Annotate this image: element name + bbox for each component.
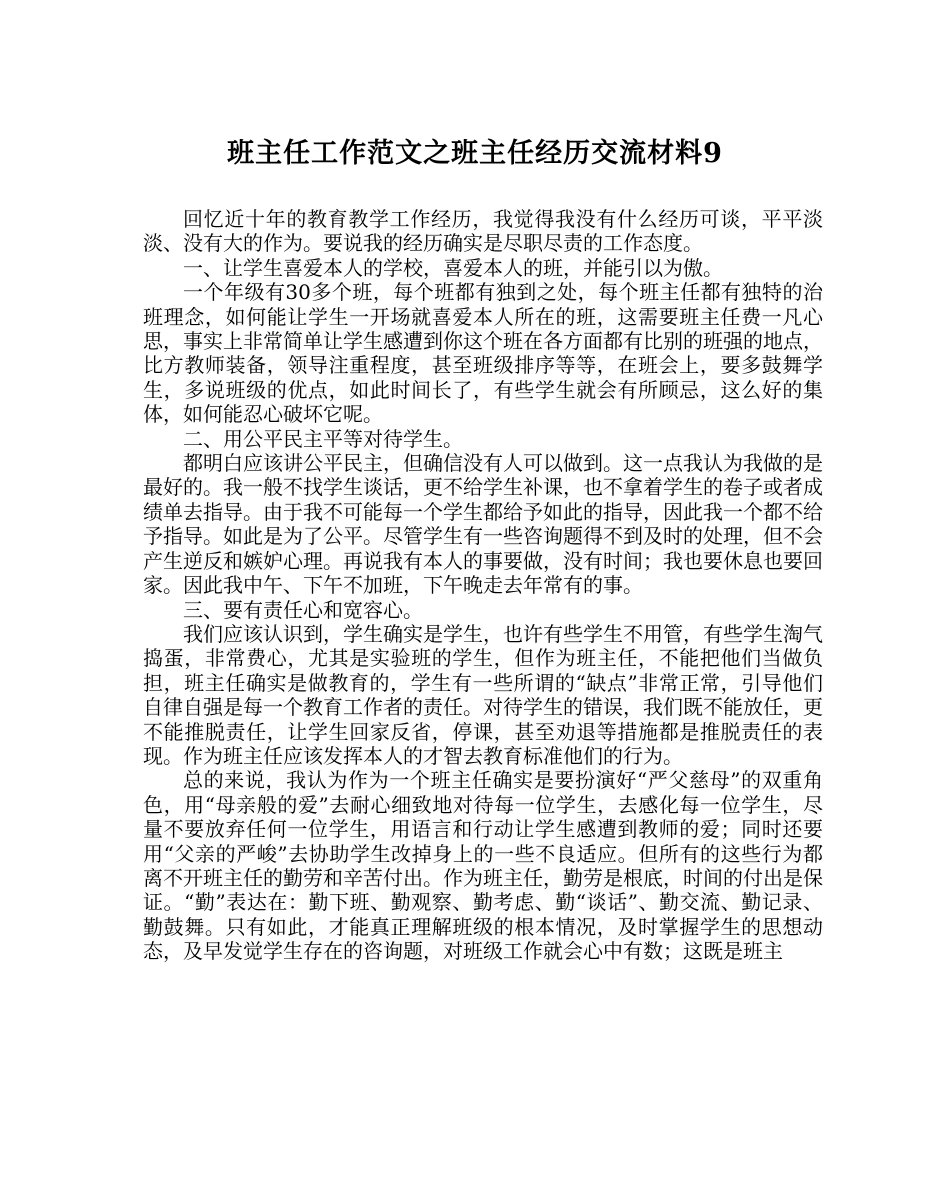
document-title: 班主任工作范文之班主任经历交流材料9	[227, 138, 723, 169]
paragraph-intro: 回忆近十年的教育教学工作经历，我觉得我没有什么经历可谈，平平淡淡、没有大的作为。要说我的经历确实是尽职尽责的工作态度。	[143, 207, 823, 256]
paragraph-section-1: 一个年级有30多个班，每个班都有独到之处，每个班主任都有独特的治班理念，如何能让学生一开场就喜爱本人所在的班，这需要班主任费一凡心思，事实上非常简单让学生感遭到你这个班在各方面都有比别的班强的地点，比方教师装备，领导注重程度，甚至班级排序等等，在班会上，要多鼓舞学生，多说班级的优点，如此时间长了，有些学生就会有所顾忌，这么好的集体，如何能忍心破坏它呢。	[143, 280, 823, 427]
paragraph-section-2: 都明白应该讲公平民主，但确信没有人可以做到。这一点我认为我做的是最好的。我一般不找学生谈话，更不给学生补课，也不拿着学生的卷子或者成绩单去指导。由于我不可能每一个学生都给予如此的指导，因此我一个都不给予指导。如此是为了公平。尽管学生有一些咨询题得不到及时的处理，但不会产生逆反和嫉妒心理。再说我有本人的事要做，没有时间；我也要休息也要回家。因此我中午、下午不加班，下午晚走去年常有的事。	[143, 451, 823, 598]
document-body	[143, 207, 823, 964]
paragraph-section-3: 我们应该认识到，学生确实是学生，也许有些学生不用管，有些学生淘气捣蛋，非常费心，尤其是实验班的学生，但作为班主任，不能把他们当做负担，班主任确实是做教育的，学生有一些所谓的“缺点”非常正常，引导他们自律自强是每一个教育工作者的责任。对待学生的错误，我们既不能放任，更不能推脱责任，让学生回家反省，停课，甚至劝退等措施都是推脱责任的表现。作为班主任应该发挥本人的才智去教育标准他们的行为。	[143, 621, 823, 768]
heading-section-1: 一、让学生喜爱本人的学校，喜爱本人的班，并能引以为傲。	[183, 255, 723, 280]
paragraph-summary: 总的来说，我认为作为一个班主任确实是要扮演好“严父慈母”的双重角色，用“母亲般的爱”去耐心细致地对待每一位学生，去感化每一位学生，尽量不要放弃任何一位学生，用语言和行动让学生感遭到教师的爱；同时还要用“父亲的严峻”去协助学生改掉身上的一些不良适应。但所有的这些行为都离不开班主任的勤劳和辛苦付出。作为班主任，勤劳是根底，时间的付出是保证。“勤”表达在：勤下班、勤观察、勤考虑、勤“谈话”、勤交流、勤记录、勤鼓舞。只有如此，才能真正理解班级的根本情况，及时掌握学生的思想动态，及早发觉学生存在的咨询题，对班级工作就会心中有数；这既是班主	[143, 768, 823, 964]
heading-section-2: 二、用公平民主平等对待学生。	[183, 426, 463, 451]
heading-section-3: 三、要有责任心和宽容心。	[183, 597, 423, 622]
